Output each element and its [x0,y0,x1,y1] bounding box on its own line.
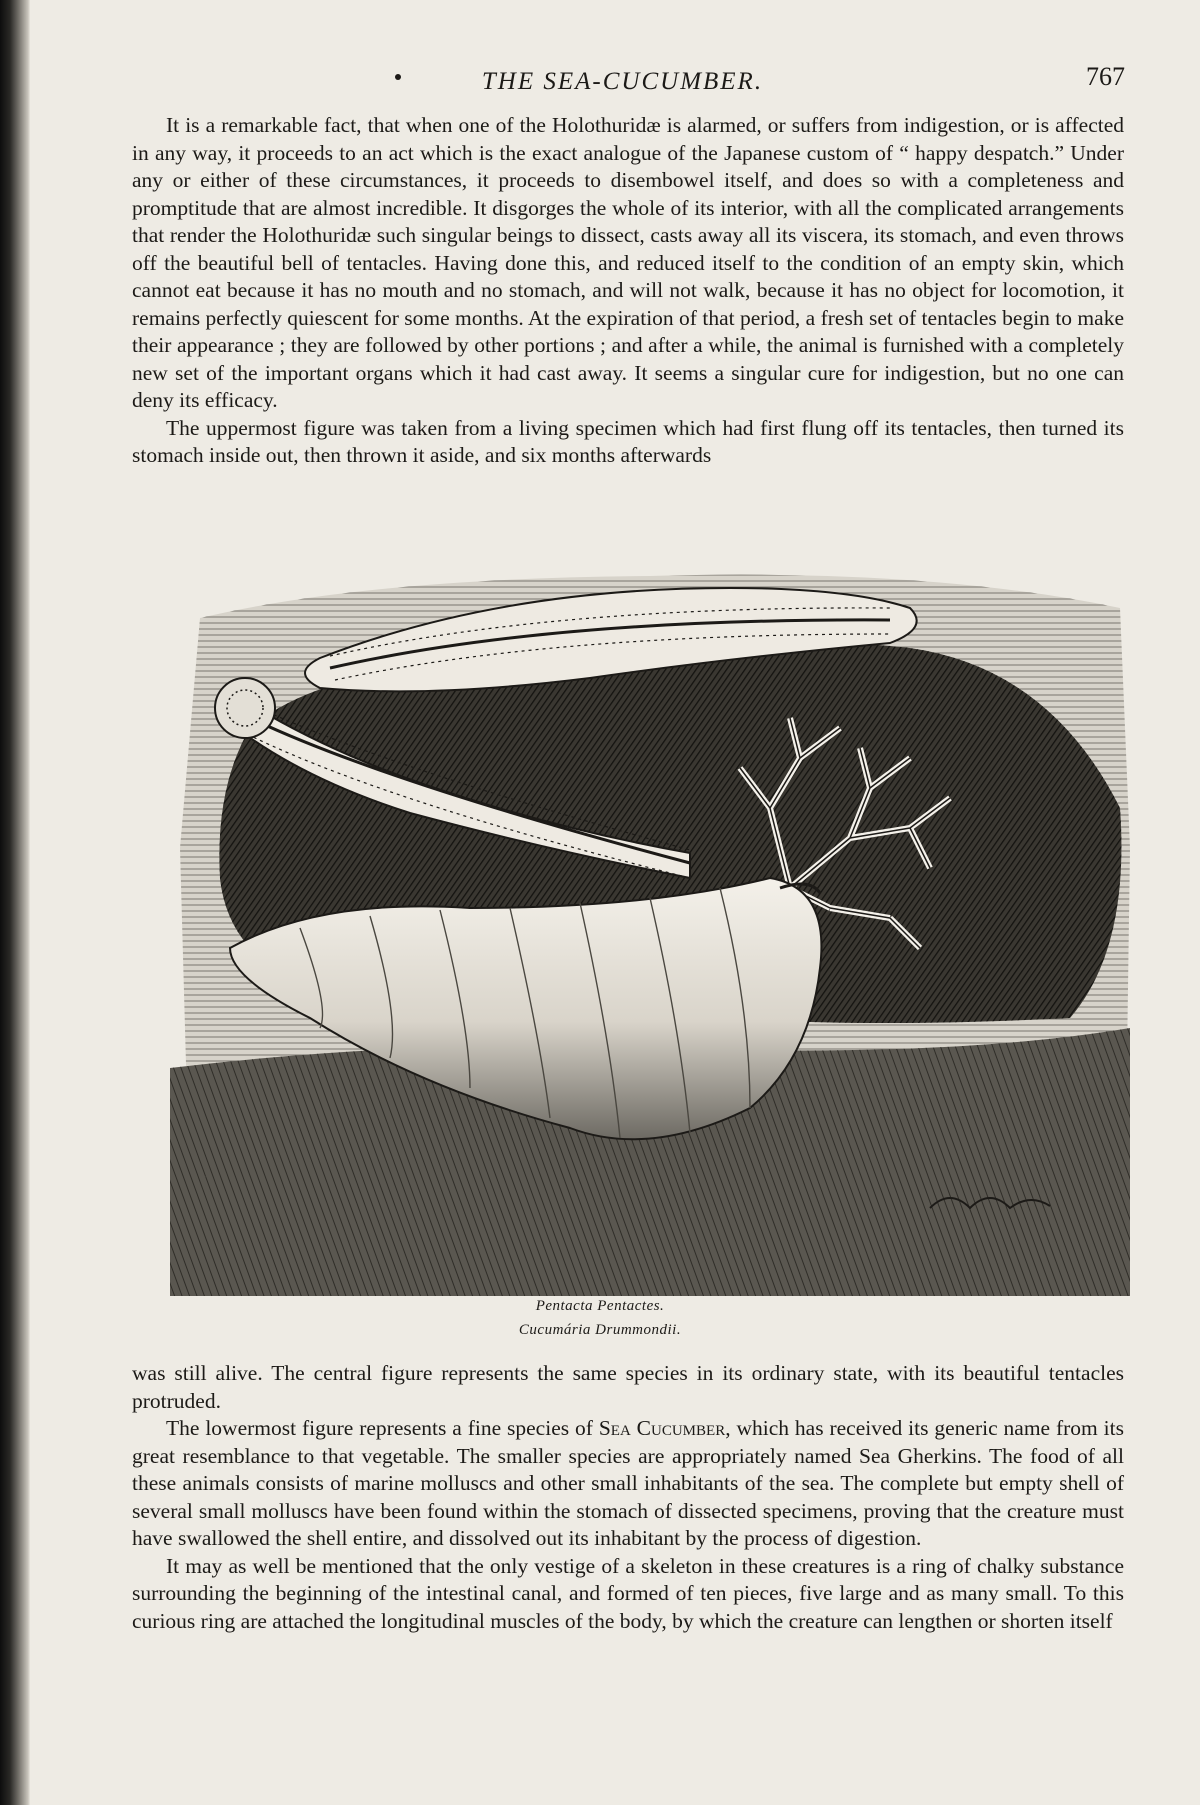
text-block-bottom [132,1360,1124,1635]
page-header [120,62,1125,102]
sea-cucumber-engraving [170,548,1130,1296]
figure-caption-line-2: Cucumária Drummondii. [518,1322,682,1338]
paragraph-lowermost-start: The lowermost figure represents a fine species of [166,1416,599,1440]
running-title: THE SEA-CUCUMBER. [481,68,764,95]
paragraph-lowermost-rest: , which has received its generic name from its great resemblance to that vegetable. The smaller species are appropriately named Sea Gherkins. The food of all these animals consists of marine molluscs and other small inhabitants of the sea. The complete but empty shell of several small molluscs have been found within the stomach of dissected specimens, proving that the creature must have swallowed the shell entire, and dissolved out its inhabitant by the process of digestion. [132,1416,1124,1550]
paragraph-disembowel: It is a remarkable fact, that when one of the Holothuridæ is alarmed, or suffers from indigestion, or is affected in any way, it proceeds to an act which is the exact analogue of the Japanese custom of “ happy despatch.” Under any or either of these circumstances, it proceeds to disembowel itself, and does so with a completeness and promptitude that are almost incredible. It disgorges the whole of its interior, with all the complicated arrangements that render the Holothuridæ such singular beings to dissect, casts away all its viscera, its stomach, and even throws off the beautiful bell of tentacles. Having done this, and reduced itself to the condition of an empty skin, which cannot eat because it has no mouth and no stomach, and will not walk, because it has no object for locomotion, it remains perfectly quiescent for some months. At the expiration of that period, a fresh set of tentacles begin to make their appearance ; they are followed by other portions ; and after a while, the animal is furnished with a completely new set of the important organs which it had cast away. It seems a singular cure for indigestion, but no one can deny its efficacy. [132,113,1124,412]
book-binding-edge [0,0,30,1805]
figure-caption-line-1: Pentacta Pentactes. [535,1298,665,1314]
sea-cucumber-term: Sea Cucumber [598,1416,726,1440]
page-number: 767 [1086,62,1125,91]
paragraph-lowermost-figure [132,1415,1124,1553]
paragraph-uppermost-figure: The uppermost figure was taken from a living specimen which had first flung off its tentacles, then turned its stomach inside out, then thrown it aside, and six months afterwards [132,415,1124,467]
engraving-illustration [170,548,1130,1296]
paragraph-continuation: was still alive. The central figure represents the same species in its ordinary state, with its beautiful tentacles protruded. [132,1361,1124,1413]
paragraph-skeleton: It may as well be mentioned that the only vestige of a skeleton in these creatures is a ring of chalky substance surrounding the beginning of the intestinal canal, and formed of ten pieces, five large and as many small. To this curious ring are attached the longitudinal muscles of the body, by which the creature can lengthen or shorten itself [132,1553,1124,1633]
text-block-top [132,112,1124,470]
